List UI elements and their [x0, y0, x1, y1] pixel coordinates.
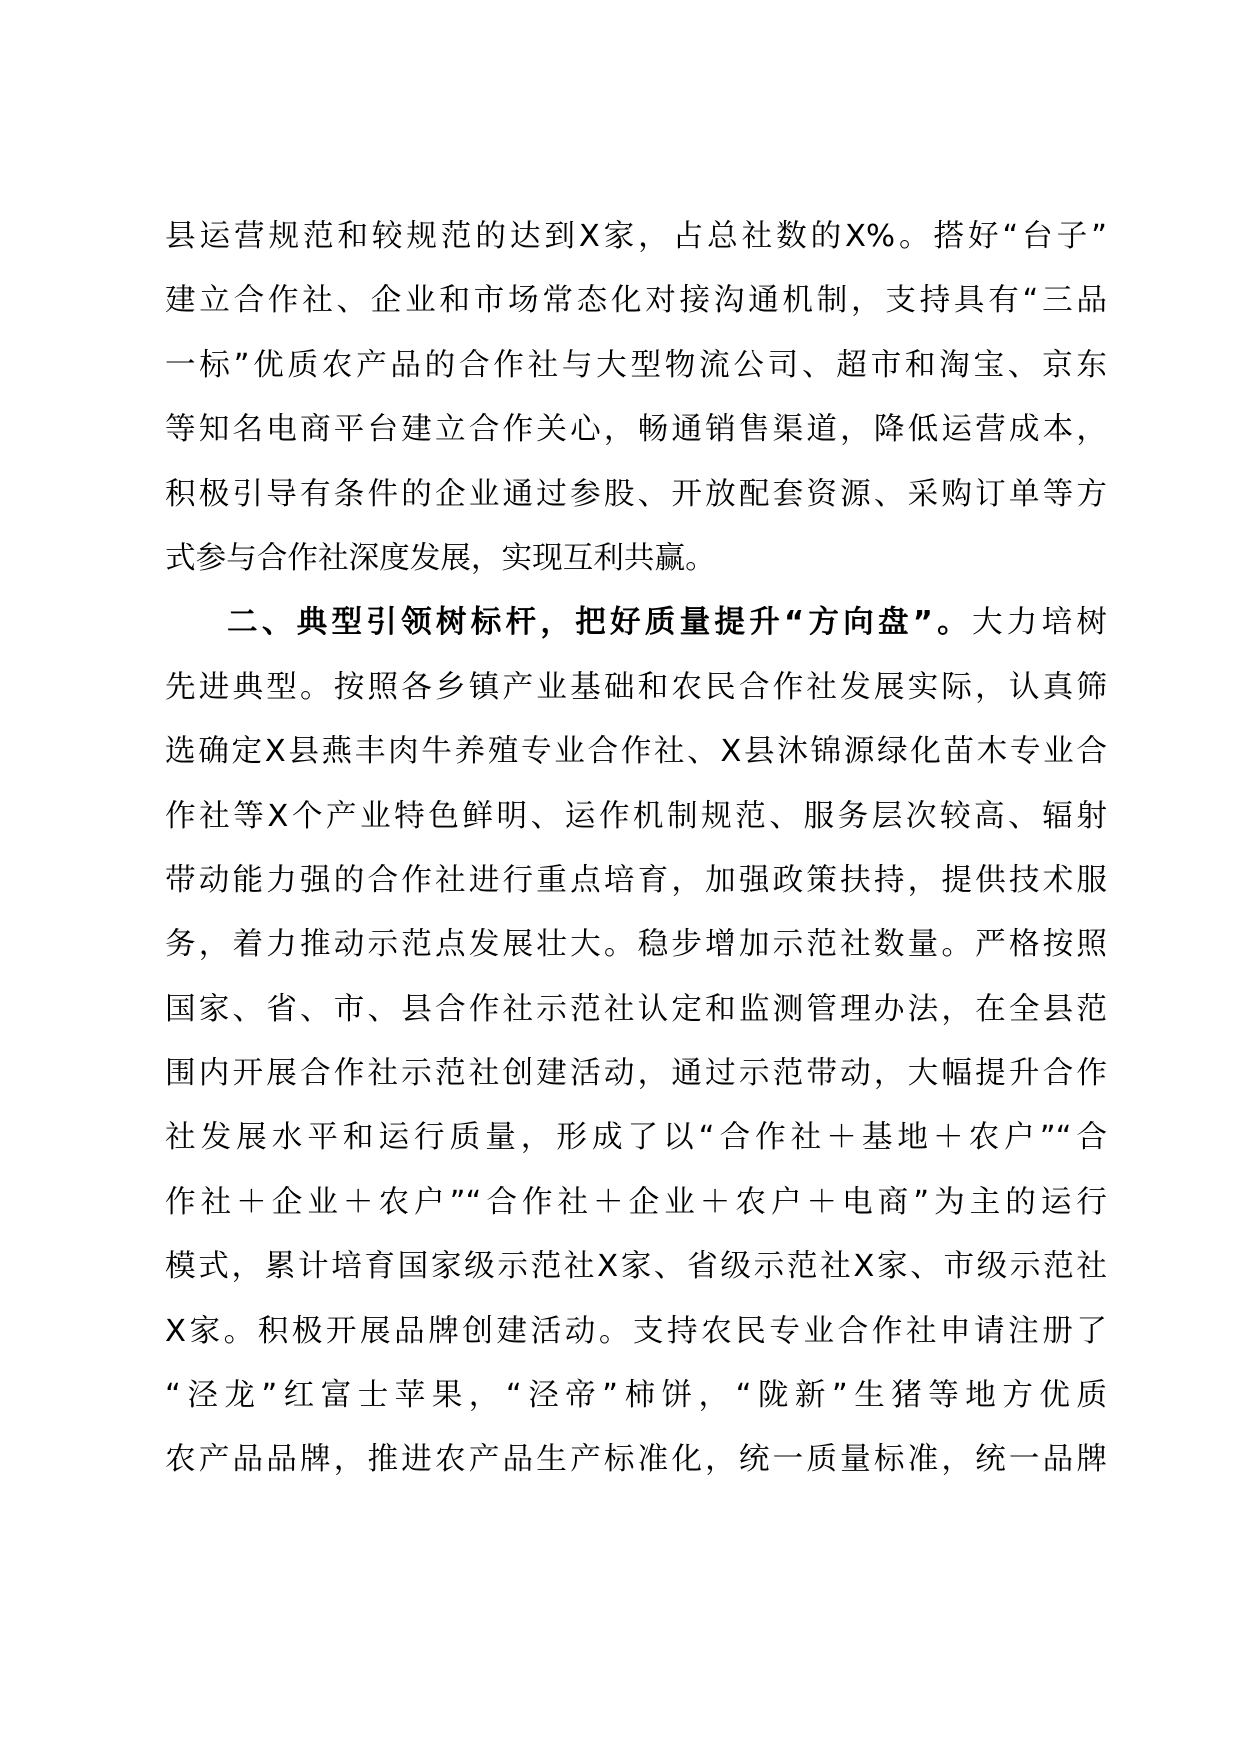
paragraph-line: 选确定X县燕丰肉牛养殖专业合作社、X县沐锦源绿化苗木专业合	[165, 734, 1107, 770]
section-heading-line	[165, 591, 1107, 655]
paragraph-line: 积极引导有条件的企业通过参股、开放配套资源、采购订单等方	[165, 476, 1107, 512]
paragraph-2	[165, 591, 1107, 1492]
paragraph-line: “泾龙”红富士苹果，“泾帝”柿饼，“陇新”生猪等地方优质	[165, 1378, 1107, 1414]
paragraph-line: 作社＋企业＋农户”“合作社＋企业＋农户＋电商”为主的运行	[165, 1184, 1107, 1220]
document-body	[165, 205, 1107, 1493]
paragraph-line: 先进典型。按照各乡镇产业基础和农民合作社发展实际，认真筛	[165, 669, 1107, 705]
paragraph-line: 建立合作社、企业和市场常态化对接沟通机制，支持具有“三品	[165, 283, 1107, 319]
paragraph-line: 式参与合作社深度发展，实现互利共赢。	[165, 540, 716, 576]
paragraph-line: 一标”优质农产品的合作社与大型物流公司、超市和淘宝、京东	[165, 347, 1107, 383]
paragraph-line: 国家、省、市、县合作社示范社认定和监测管理办法，在全县范	[165, 991, 1107, 1027]
paragraph-line: 社发展水平和运行质量，形成了以“合作社＋基地＋农户”“合	[165, 1120, 1107, 1156]
paragraph-line: 务，着力推动示范点发展壮大。稳步增加示范社数量。严格按照	[165, 927, 1107, 963]
paragraph-line: 带动能力强的合作社进行重点培育，加强政策扶持，提供技术服	[165, 862, 1107, 898]
heading-line-rest: 大力培树	[971, 605, 1108, 641]
paragraph-line: 作社等X个产业特色鲜明、运作机制规范、服务层次较高、辐射	[165, 798, 1107, 834]
paragraph-line: X家。积极开展品牌创建活动。支持农民专业合作社申请注册了	[165, 1313, 1107, 1349]
paragraph-line: 围内开展合作社示范社创建活动，通过示范带动，大幅提升合作	[165, 1056, 1107, 1092]
section-heading: 二、典型引领树标杆，把好质量提升“方向盘”。	[227, 605, 972, 641]
paragraph-1	[165, 205, 1107, 591]
paragraph-line: 农产品品牌，推进农产品生产标准化，统一质量标准，统一品牌	[165, 1442, 1107, 1478]
paragraph-line: 等知名电商平台建立合作关心，畅通销售渠道，降低运营成本，	[165, 412, 1107, 448]
paragraph-line: 县运营规范和较规范的达到X家，占总社数的X%。搭好“台子”	[165, 219, 1107, 254]
paragraph-line: 模式，累计培育国家级示范社X家、省级示范社X家、市级示范社	[165, 1249, 1107, 1285]
